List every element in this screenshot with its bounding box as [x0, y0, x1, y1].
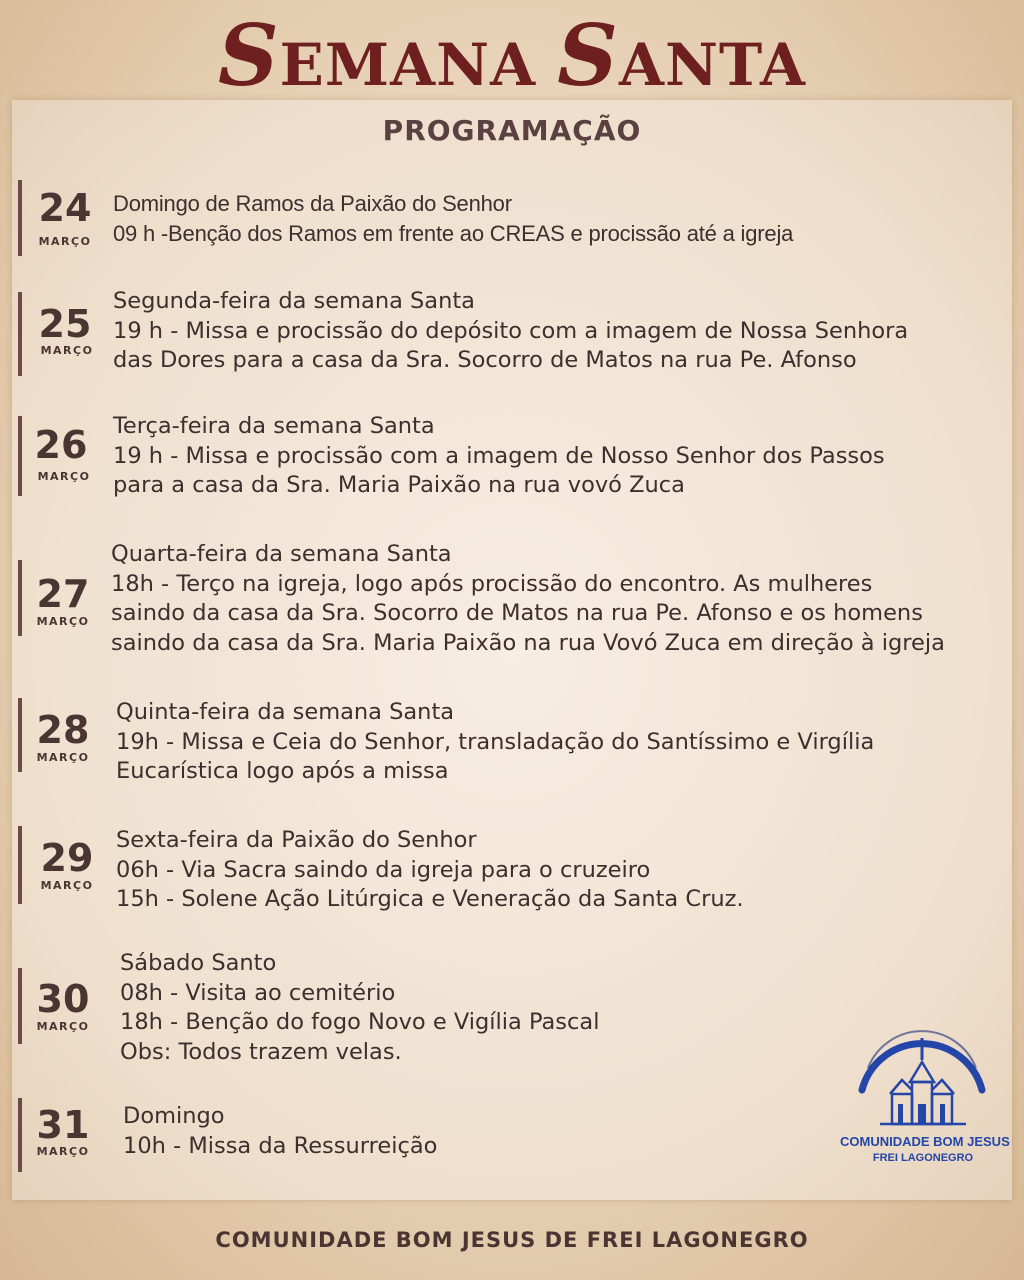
event-day: 26	[34, 423, 88, 467]
event-month: MARÇO	[40, 879, 94, 892]
event-day: 24	[38, 186, 92, 230]
event-line: Eucarística logo após a missa	[116, 758, 449, 784]
event-month: MARÇO	[36, 751, 90, 764]
event-line: 18h - Benção do fogo Novo e Vigília Pascal	[120, 1009, 600, 1035]
subtitle: PROGRAMAÇÃO	[382, 114, 642, 147]
event-line: Quarta-feira da semana Santa	[111, 541, 452, 567]
event-day: 28	[36, 708, 90, 752]
event-line: 18h - Terço na igreja, logo após procissão do encontro. As mulheres	[111, 570, 873, 597]
event-day: 30	[36, 977, 90, 1021]
event-line: 06h - Via Sacra saindo da igreja para o cruzeiro	[116, 856, 651, 883]
logo-subtitle: FREI LAGONEGRO	[872, 1152, 974, 1164]
event-line: Sábado Santo	[120, 950, 277, 976]
event-line: 19 h - Missa e procissão com a imagem de Nosso Senhor dos Passos	[113, 442, 885, 469]
page-title: SEMANA SANTA	[218, 6, 806, 105]
event-line: das Dores para a casa da Sra. Socorro de Matos na rua Pe. Afonso	[113, 347, 857, 373]
event-line: Terça-feira da semana Santa	[113, 413, 435, 439]
event-line: 15h - Solene Ação Litúrgica e Veneração da Santa Cruz.	[116, 886, 744, 912]
community-logo	[840, 1012, 1010, 1164]
event-divider	[18, 826, 22, 904]
event-line: 08h - Visita ao cemitério	[120, 979, 396, 1006]
event-line: 10h - Missa da Ressurreição	[123, 1132, 438, 1159]
event-line: Domingo de Ramos da Paixão do Senhor	[113, 191, 512, 216]
event-line: Quinta-feira da semana Santa	[116, 699, 455, 725]
church-icon	[840, 1012, 1006, 1134]
event-line: saindo da casa da Sra. Maria Paixão na rua Vovó Zuca em direção à igreja	[111, 629, 945, 656]
event-line: Sexta-feira da Paixão do Senhor	[116, 827, 477, 853]
event-day: 29	[40, 836, 94, 880]
event-line: para a casa da Sra. Maria Paixão na rua vovó Zuca	[113, 472, 685, 498]
event-line: 19 h - Missa e procissão do depósito com a imagem de Nossa Senhora	[113, 317, 909, 344]
event-month: MARÇO	[37, 470, 91, 483]
event-month: MARÇO	[36, 1020, 90, 1033]
event-day: 27	[36, 572, 90, 616]
event-line: Segunda-feira da semana Santa	[113, 288, 475, 314]
event-month: MARÇO	[36, 615, 90, 628]
event-month: MARÇO	[36, 1145, 90, 1158]
footer-text: COMUNIDADE BOM JESUS DE FREI LAGONEGRO	[215, 1228, 809, 1252]
logo-title: COMUNIDADE BOM JESUS	[840, 1134, 1010, 1149]
event-month: MARÇO	[38, 235, 92, 248]
event-line: Domingo	[123, 1103, 225, 1129]
event-line: Obs: Todos trazem velas.	[120, 1038, 402, 1065]
event-line: 19h - Missa e Ceia do Senhor, transladação do Santíssimo e Virgília	[116, 728, 875, 755]
event-day: 25	[38, 302, 92, 346]
event-month: MARÇO	[40, 344, 94, 357]
event-line: saindo da casa da Sra. Socorro de Matos na rua Pe. Afonso e os homens	[111, 600, 923, 626]
event-line: 09 h -Benção dos Ramos em frente ao CREAS e procissão até a igreja	[113, 220, 794, 246]
event-day: 31	[36, 1103, 90, 1147]
